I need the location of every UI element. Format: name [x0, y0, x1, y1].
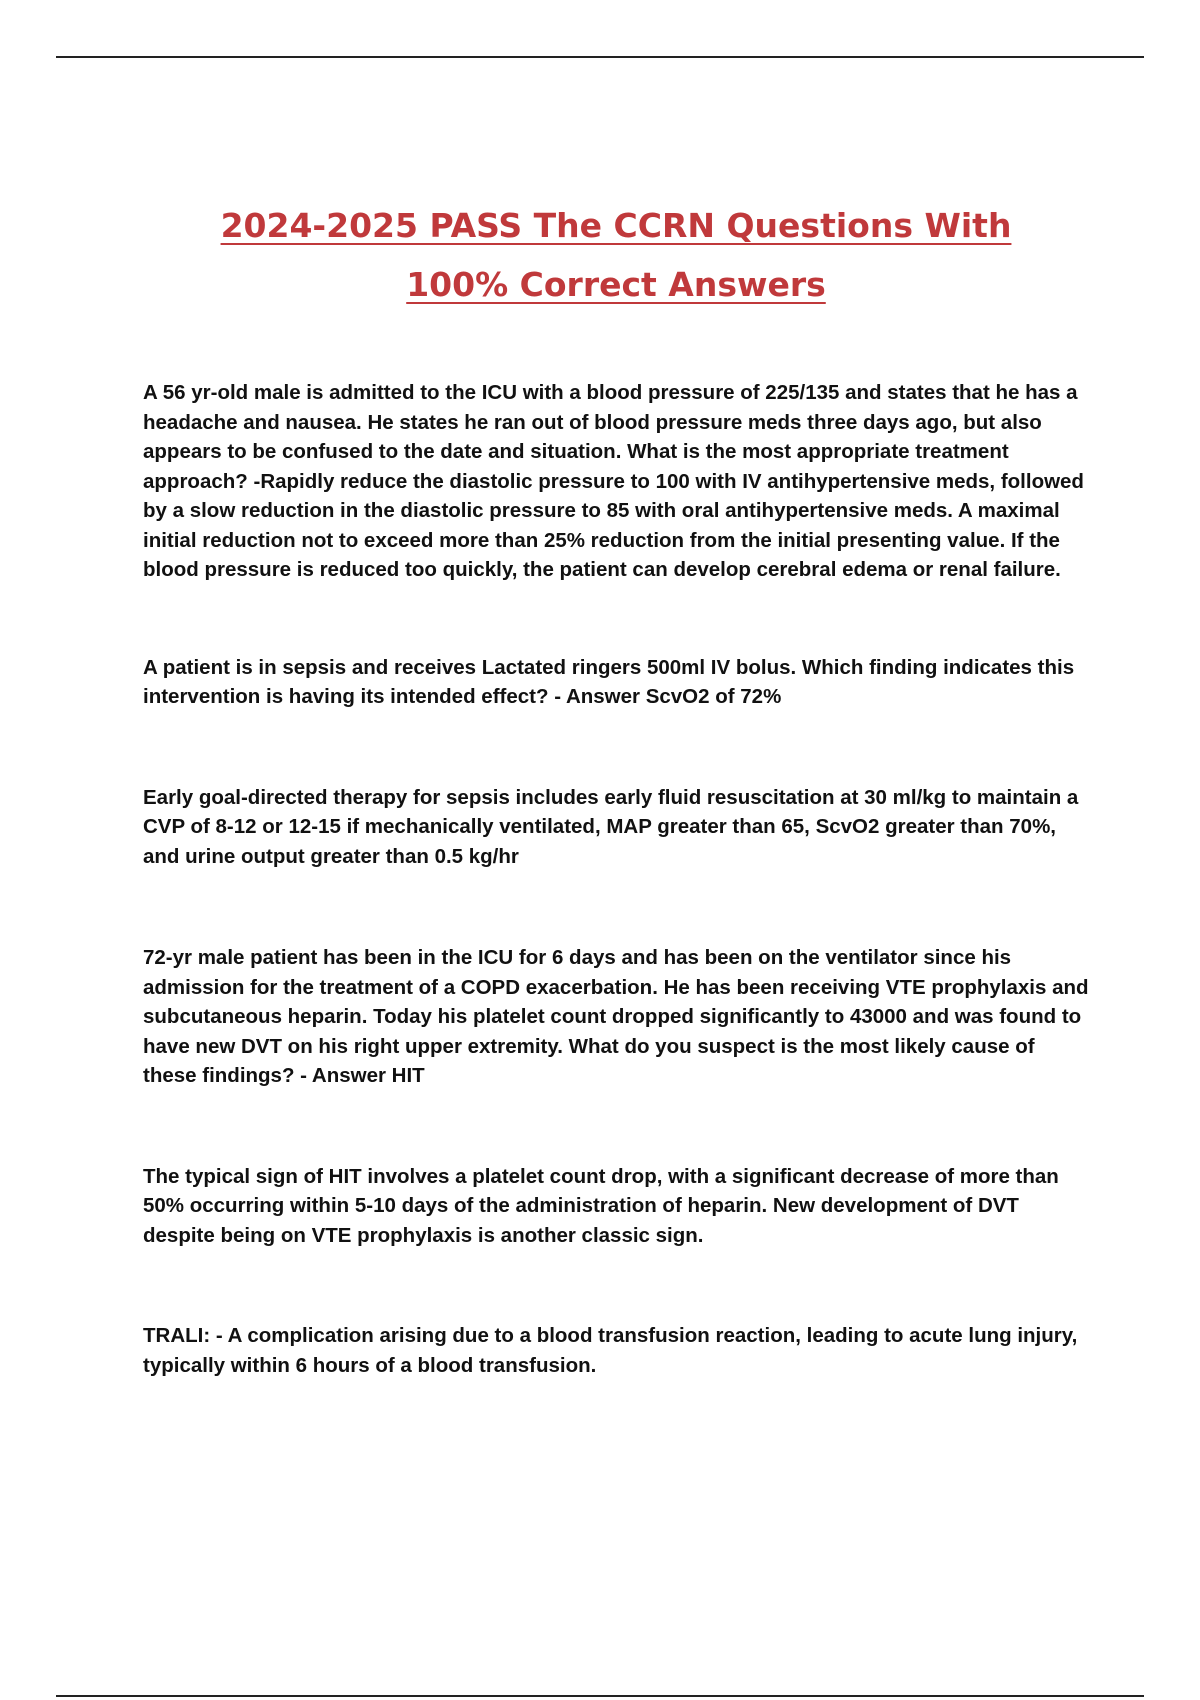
- qa-entry-sepsis-bolus: A patient is in sepsis and receives Lactated ringers 500ml IV bolus. Which finding indicates this intervention is having its intended effect? - Answer ScvO2 of 72%: [143, 655, 1075, 708]
- qa-entry-hit-case: 72-yr male patient has been in the ICU for 6 days and has been on the ventilator since his admission for the treatment of a COPD exacerbation. He has been receiving VTE prophylaxis and subcutaneous heparin. Today his platelet count dropped significantly to 43000 and was found to have new DVT on his right upper extremity. What do you suspect is the most likely cause of these findings? - Answer HIT: [143, 946, 1089, 1087]
- qa-list: [143, 378, 1093, 1380]
- qa-entry-goal-directed-therapy: Early goal-directed therapy for sepsis includes early fluid resuscitation at 30 ml/kg to maintain a CVP of 8-12 or 12-15 if mechanically ventilated, MAP greater than 65, ScvO2 greater than 70%, and urine output greater than 0.5 kg/hr: [143, 785, 1079, 868]
- qa-entry-hypertensive-crisis: A 56 yr-old male is admitted to the ICU with a blood pressure of 225/135 and states that he has a headache and nausea. He states he ran out of blood pressure meds three days ago, but also appears to be confused to the date and situation. What is the most appropriate treatment approach? -Rapidly reduce the diastolic pressure to 100 with IV antihypertensive meds, followed by a slow reduction in the diastolic pressure to 85 with oral antihypertensive meds. A maximal initial reduction not to exceed more than 25% reduction from the initial presenting value. If the blood pressure is reduced too quickly, the patient can develop cerebral edema or renal failure.: [143, 381, 1084, 581]
- title-line-2: 100% Correct Answers: [406, 265, 826, 304]
- qa-entry-hit-signs: The typical sign of HIT involves a platelet count drop, with a significant decrease of more than 50% occurring within 5-10 days of the administration of heparin. New development of DVT despite being on VTE prophylaxis is another classic sign.: [143, 1164, 1059, 1247]
- document-title: [0, 196, 1200, 314]
- qa-entry-trali: TRALI: - A complication arising due to a blood transfusion reaction, leading to acute lung injury, typically within 6 hours of a blood transfusion.: [143, 1324, 1078, 1377]
- header-rule: [56, 56, 1144, 58]
- title-line-1: 2024-2025 PASS The CCRN Questions With: [220, 206, 1012, 245]
- footer-rule: [56, 1695, 1144, 1697]
